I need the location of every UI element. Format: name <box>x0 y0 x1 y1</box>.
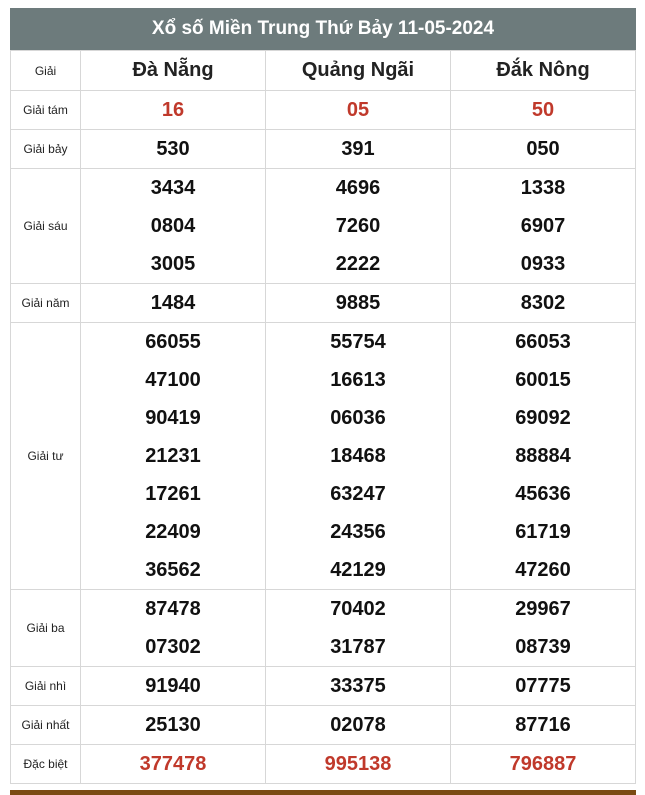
result-number: 3434 <box>150 177 196 199</box>
result-number: 1484 <box>150 292 196 314</box>
prize-column-header: Giải <box>11 51 81 91</box>
result-number: 90419 <box>145 407 201 429</box>
result-number: 45636 <box>515 483 571 505</box>
prize-cell <box>451 667 636 706</box>
result-number: 66053 <box>515 331 571 353</box>
prize-cell <box>266 323 451 590</box>
prize-cell <box>81 745 266 784</box>
result-number: 33375 <box>330 675 386 697</box>
prize-label: Giải nhất <box>11 706 81 745</box>
result-number: 050 <box>526 138 560 160</box>
prize-cell <box>266 590 451 667</box>
prize-row <box>11 745 636 784</box>
result-number: 22409 <box>145 521 201 543</box>
result-number: 50 <box>531 99 555 121</box>
result-number: 29967 <box>515 598 571 620</box>
result-number: 66055 <box>145 331 201 353</box>
result-number: 6907 <box>520 215 566 237</box>
prize-cell <box>451 284 636 323</box>
result-number: 63247 <box>330 483 386 505</box>
result-number: 16 <box>161 99 185 121</box>
result-number: 0804 <box>150 215 196 237</box>
province-header-2[interactable]: Quảng Ngãi <box>266 51 451 91</box>
header-row <box>11 51 636 91</box>
result-number: 8302 <box>520 292 566 314</box>
prize-row <box>11 590 636 667</box>
result-number: 0933 <box>520 253 566 275</box>
province-header-1[interactable]: Đà Nẵng <box>81 51 266 91</box>
result-number: 18468 <box>330 445 386 467</box>
result-number: 25130 <box>145 714 201 736</box>
result-number: 4696 <box>335 177 381 199</box>
prize-cell <box>451 91 636 130</box>
result-number: 24356 <box>330 521 386 543</box>
result-number: 87478 <box>145 598 201 620</box>
prize-label: Giải sáu <box>11 169 81 284</box>
prize-cell <box>81 590 266 667</box>
result-number: 16613 <box>330 369 386 391</box>
result-number: 06036 <box>330 407 386 429</box>
prize-cell <box>81 284 266 323</box>
result-number: 69092 <box>515 407 571 429</box>
result-number: 36562 <box>145 559 201 581</box>
prize-row <box>11 91 636 130</box>
lottery-results <box>10 8 636 795</box>
result-number: 17261 <box>145 483 201 505</box>
page-title: Xổ số Miền Trung Thứ Bảy 11-05-2024 <box>10 8 636 50</box>
result-number: 3005 <box>150 253 196 275</box>
prize-cell <box>266 706 451 745</box>
prize-row <box>11 284 636 323</box>
prize-cell <box>451 706 636 745</box>
result-number: 07302 <box>145 636 201 658</box>
result-number: 70402 <box>330 598 386 620</box>
prize-cell <box>81 706 266 745</box>
result-number: 530 <box>156 138 190 160</box>
result-number: 61719 <box>515 521 571 543</box>
prize-cell <box>266 667 451 706</box>
result-number: 60015 <box>515 369 571 391</box>
prize-label: Giải tư <box>11 323 81 590</box>
prize-cell <box>451 590 636 667</box>
prize-cell <box>81 667 266 706</box>
prize-row <box>11 706 636 745</box>
result-number: 1338 <box>520 177 566 199</box>
result-number: 2222 <box>335 253 381 275</box>
result-number: 07775 <box>515 675 571 697</box>
result-number: 31787 <box>330 636 386 658</box>
province-header-3[interactable]: Đắk Nông <box>451 51 636 91</box>
prize-cell <box>451 169 636 284</box>
prize-cell <box>81 323 266 590</box>
prize-cell <box>451 745 636 784</box>
prize-cell <box>266 169 451 284</box>
result-number: 87716 <box>515 714 571 736</box>
result-number: 47260 <box>515 559 571 581</box>
prize-row <box>11 169 636 284</box>
result-number: 21231 <box>145 445 201 467</box>
prize-cell <box>81 91 266 130</box>
result-number: 995138 <box>324 753 392 775</box>
result-number: 796887 <box>509 753 577 775</box>
result-number: 05 <box>346 99 370 121</box>
result-number: 08739 <box>515 636 571 658</box>
results-table <box>10 50 636 784</box>
prize-cell <box>451 323 636 590</box>
result-number: 47100 <box>145 369 201 391</box>
prize-cell <box>81 130 266 169</box>
footer-bar <box>10 790 636 795</box>
prize-label: Giải nhì <box>11 667 81 706</box>
prize-label: Giải năm <box>11 284 81 323</box>
prize-cell <box>451 130 636 169</box>
prize-row <box>11 130 636 169</box>
prize-label: Giải tám <box>11 91 81 130</box>
prize-cell <box>266 745 451 784</box>
result-number: 42129 <box>330 559 386 581</box>
prize-cell <box>266 91 451 130</box>
result-number: 9885 <box>335 292 381 314</box>
result-number: 91940 <box>145 675 201 697</box>
result-number: 55754 <box>330 331 386 353</box>
result-number: 7260 <box>335 215 381 237</box>
prize-label: Đặc biệt <box>11 745 81 784</box>
prize-row <box>11 323 636 590</box>
prize-cell <box>266 130 451 169</box>
prize-cell <box>266 284 451 323</box>
prize-cell <box>81 169 266 284</box>
prize-label: Giải bảy <box>11 130 81 169</box>
result-number: 391 <box>341 138 375 160</box>
result-number: 88884 <box>515 445 571 467</box>
prize-row <box>11 667 636 706</box>
result-number: 377478 <box>139 753 207 775</box>
prize-label: Giải ba <box>11 590 81 667</box>
result-number: 02078 <box>330 714 386 736</box>
